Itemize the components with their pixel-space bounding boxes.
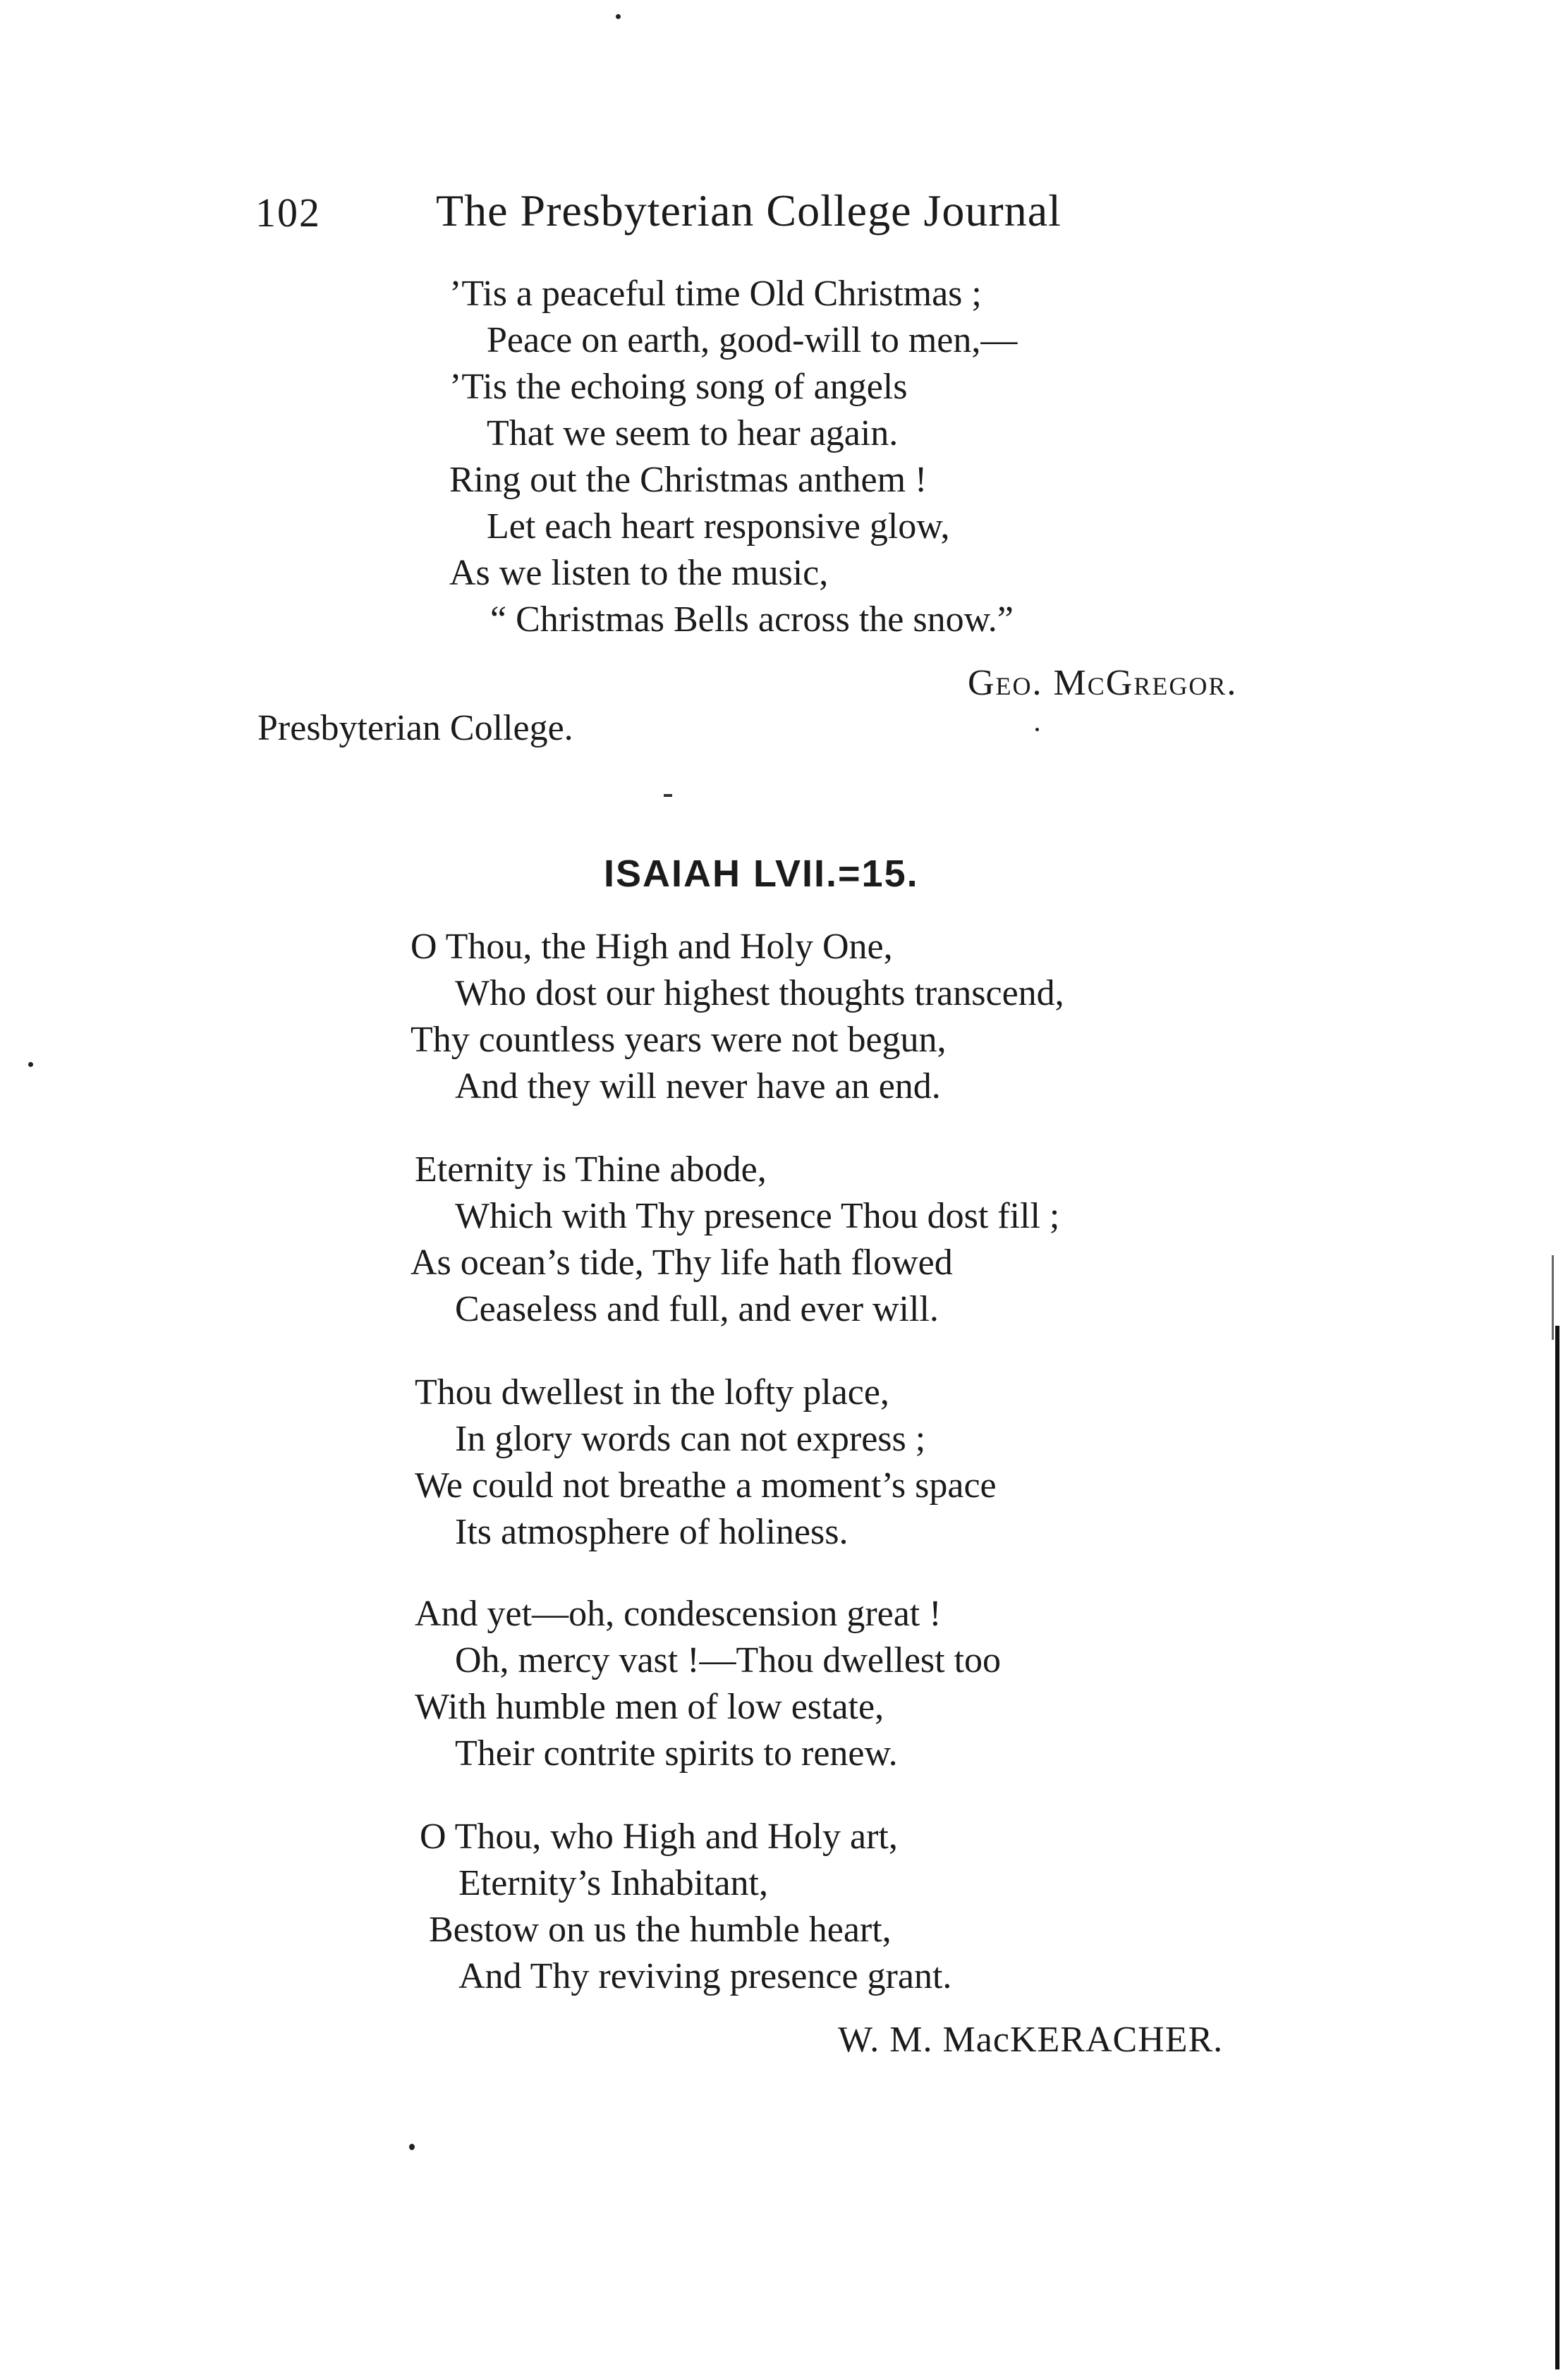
page-number: 102	[255, 190, 321, 236]
poem-title: ISAIAH LVII.=15.	[604, 853, 919, 895]
poem-line: And they will never have an end.	[455, 1066, 941, 1106]
poem-place: Presbyterian College.	[257, 708, 573, 748]
poem-line: Bestow on us the humble heart,	[429, 1910, 892, 1950]
scan-speck	[1035, 728, 1039, 731]
poem-line: Thou dwellest in the lofty place,	[415, 1372, 889, 1412]
poem-line: ’Tis a peaceful time Old Christmas ;	[449, 274, 982, 314]
scan-speck	[28, 1062, 33, 1067]
poem-line: “ Christmas Bells across the snow.”	[490, 599, 1014, 640]
poem-line: Peace on earth, good-will to men,—	[487, 320, 1018, 360]
poem-author: W. M. MacKERACHER.	[838, 2020, 1224, 2060]
poem-line: With humble men of low estate,	[415, 1687, 884, 1727]
poem-line: That we seem to hear again.	[487, 413, 899, 453]
running-title: The Presbyterian College Journal	[436, 185, 1062, 236]
poem-line: As we listen to the music,	[449, 553, 829, 593]
scan-speck	[409, 2144, 415, 2150]
scan-speck	[616, 14, 621, 19]
poem-line: Ceaseless and full, and ever will.	[455, 1289, 939, 1329]
poem-line: Ring out the Christmas anthem !	[449, 460, 928, 500]
poem-line: Eternity is Thine abode,	[415, 1149, 767, 1190]
poem-line: Which with Thy presence Thou dost fill ;	[455, 1196, 1060, 1236]
poem-line: O Thou, who High and Holy art,	[420, 1817, 898, 1857]
poem-line: And Thy reviving presence grant.	[458, 1956, 952, 1996]
poem-author: Geo. McGregor.	[968, 663, 1238, 703]
poem-line: Oh, mercy vast !—Thou dwellest too	[455, 1640, 1002, 1680]
page-edge-mark	[1552, 1255, 1554, 1340]
poem-line: O Thou, the High and Holy One,	[410, 927, 893, 967]
poem-line: Its atmosphere of holiness.	[455, 1512, 849, 1552]
scan-speck	[664, 794, 672, 797]
poem-line: ’Tis the echoing song of angels	[449, 367, 908, 407]
poem-line: Thy countless years were not begun,	[410, 1020, 947, 1060]
poem-line: We could not breathe a moment’s space	[415, 1465, 997, 1506]
poem-line: As ocean’s tide, Thy life hath flowed	[410, 1243, 953, 1283]
poem-line: Let each heart responsive glow,	[487, 506, 950, 547]
poem-line: Eternity’s Inhabitant,	[458, 1863, 769, 1903]
poem-line: Who dost our highest thoughts transcend,	[455, 973, 1064, 1013]
poem-line: Their contrite spirits to renew.	[455, 1733, 898, 1774]
poem-line: In glory words can not express ;	[455, 1419, 926, 1459]
page-edge-mark	[1555, 1326, 1559, 2369]
poem-line: And yet—oh, condescension great !	[415, 1594, 942, 1634]
